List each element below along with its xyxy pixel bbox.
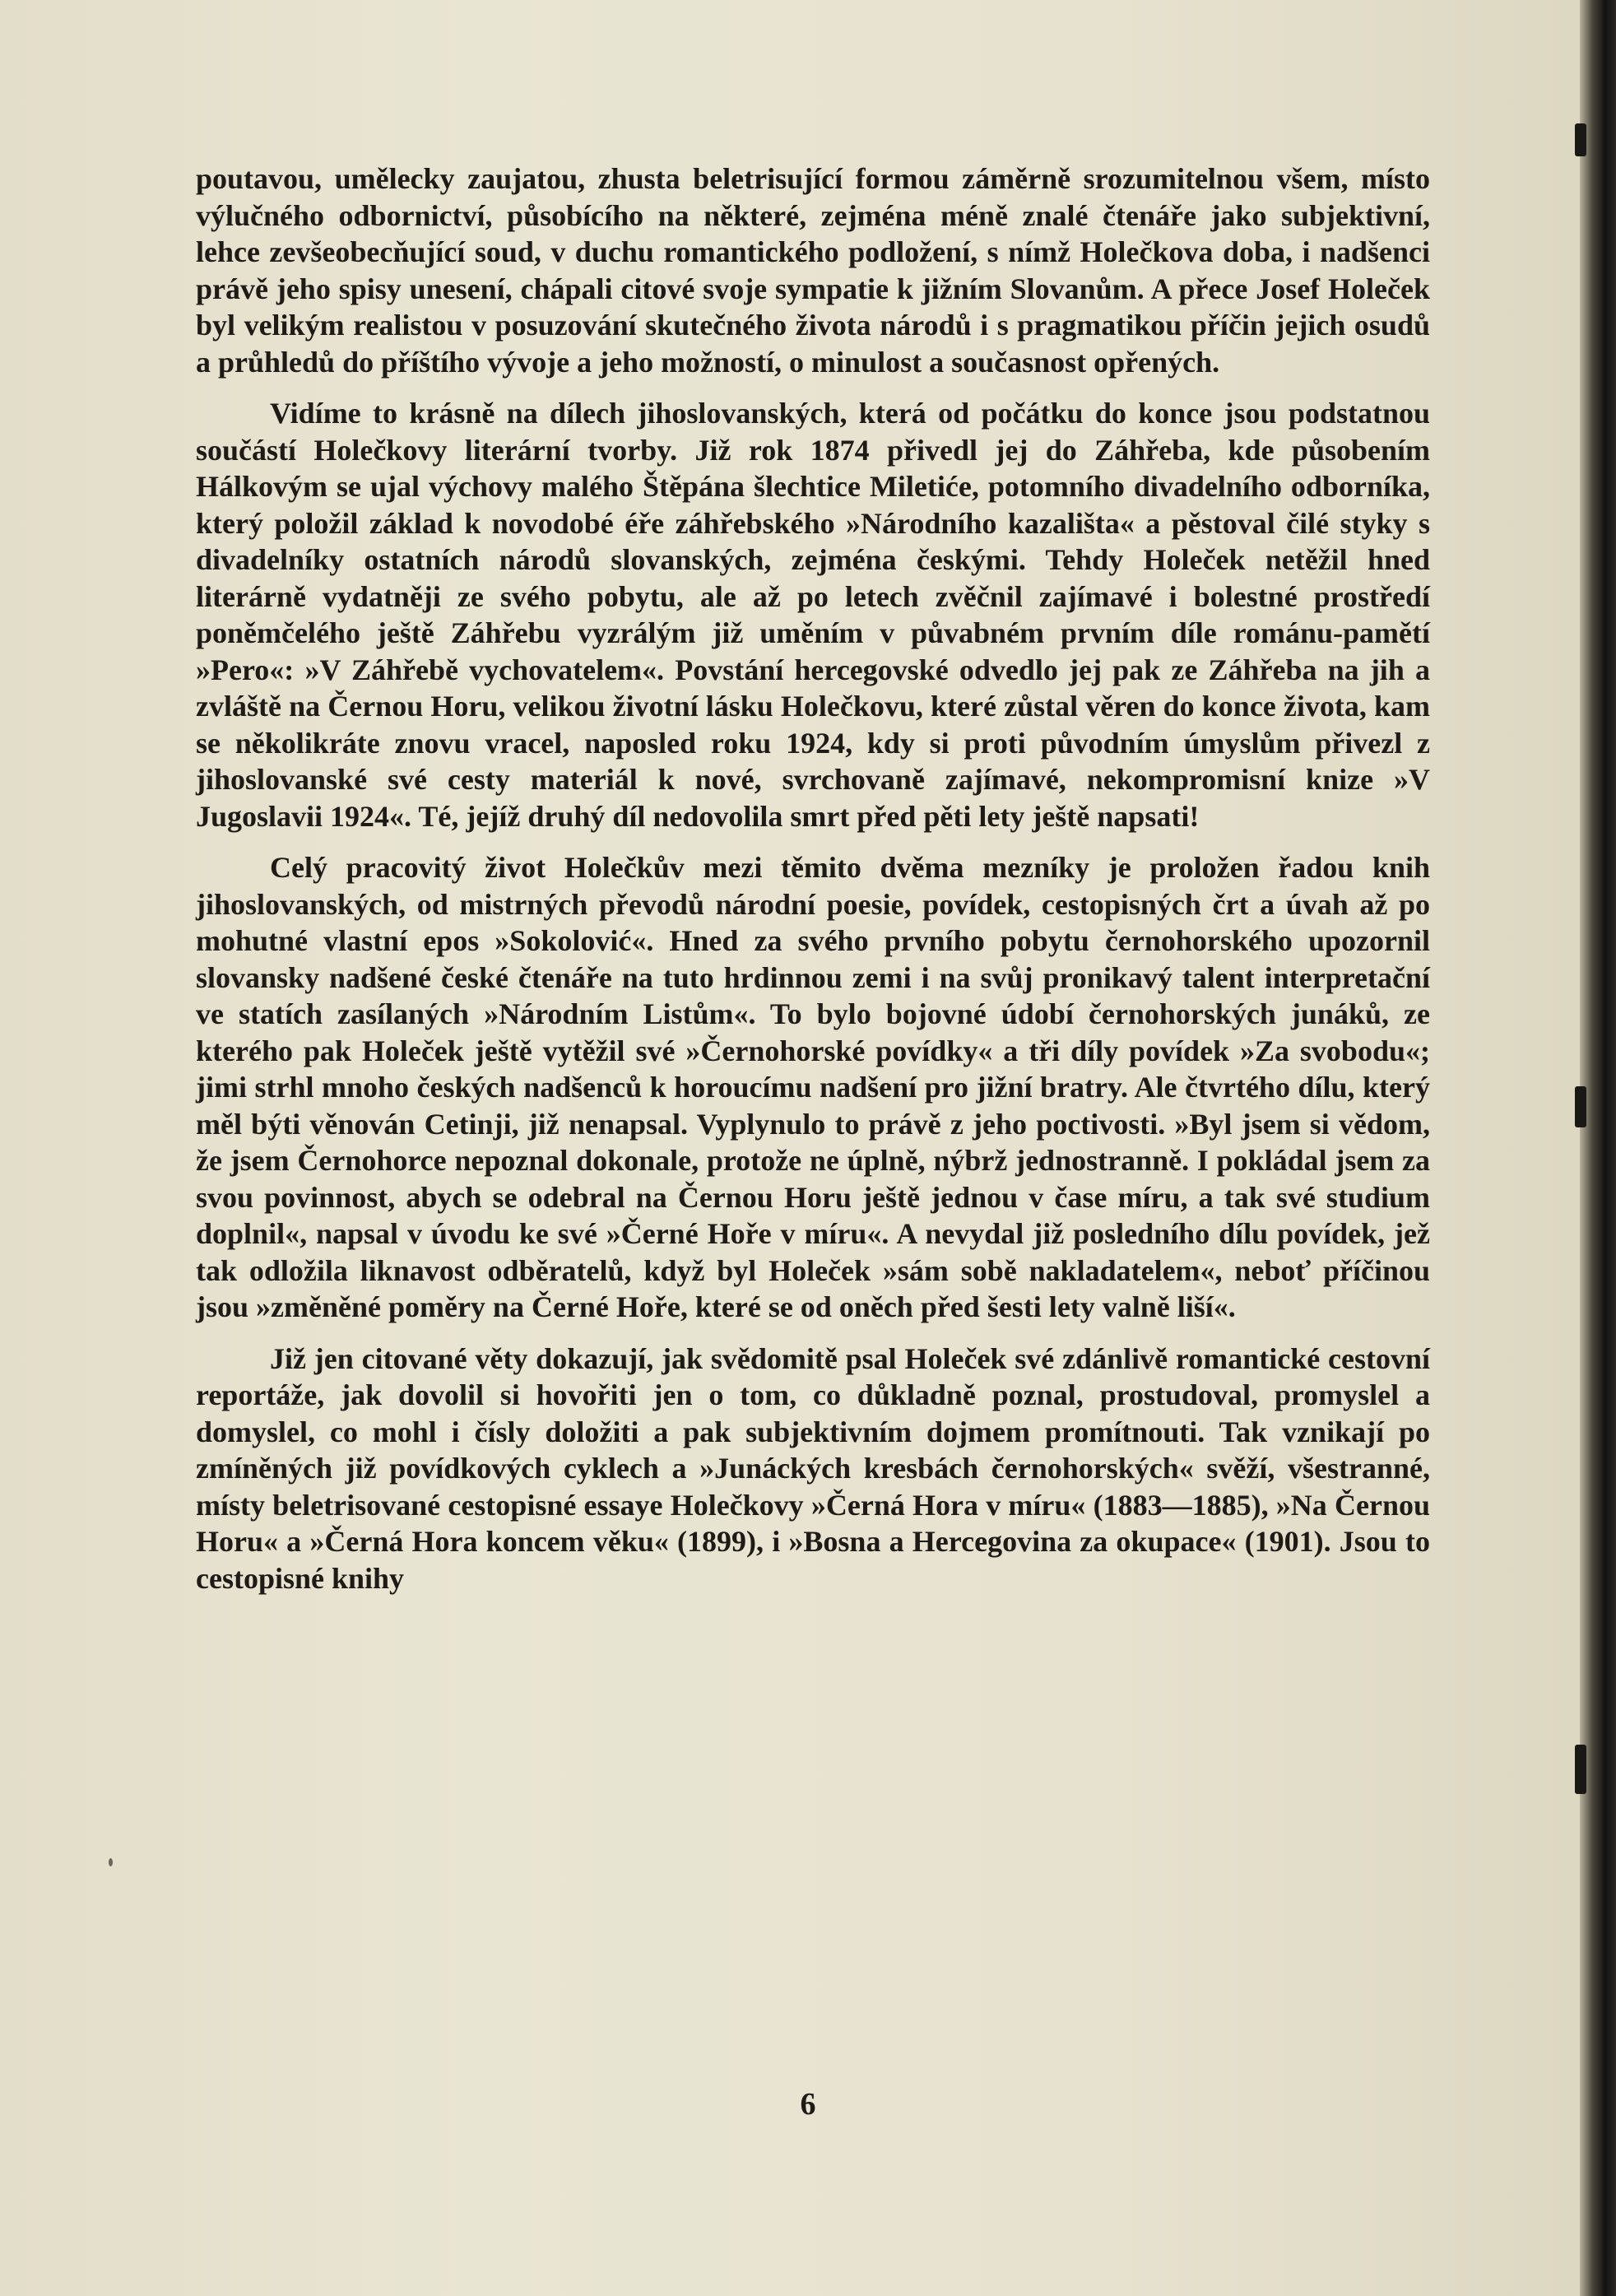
paper-speck [109, 1858, 113, 1866]
paragraph-3: Celý pracovitý život Holečkův mezi těmito dvěma mezníky je proložen řadou knih jihoslovanských, od mistrných převodů národní poesie, povídek, cestopisných črt a úvah až po mohutné vlastní epos »Sokolović«. Hned za svého prvního pobytu černohorského upozornil slovansky nadšené české čtenáře na tuto hrdinnou zemi i na svůj pronikavý talent interpretační ve statích zasílaných »Národním Listům«. To bylo bojovné údobí černohorských junáků, ze kterého pak Holeček ještě vytěžil své »Černohorské povídky« a tři díly povídek »Za svobodu«; jimi strhl mnoho českých nadšenců k horoucímu nadšení pro jižní bratry. Ale čtvrtého dílu, který měl býti věnován Cetinji, již nenapsal. Vyplynulo to právě z jeho poctivosti. »Byl jsem si vědom, že jsem Černohorce nepoznal dokonale, protože ne úplně, nýbrž jednostranně. I pokládal jsem za svou povinnost, abych se odebral na Černou Horu ještě jednou v čase míru, a tak své studium doplnil«, napsal v úvodu ke své »Černé Hoře v míru«. A nevydal již posledního dílu povídek, jež tak odložila liknavost odběratelů, když byl Holeček »sám sobě nakladatelem«, neboť příčinou jsou »změněné poměry na Černé Hoře, které se od oněch před šesti lety valně liší«. [196, 851, 1430, 1323]
paragraph-4: Již jen citované věty dokazují, jak svědomitě psal Holeček své zdánlivě romantické cestovní reportáže, jak dovolil si hovořiti jen o tom, co důkladně poznal, prostudoval, promyslel a domyslel, co mohl i čísly doložiti a pak subjektivním dojmem promítnouti. Tak vznikají po zmíněných již povídkových cyklech a »Junáckých kresbách černohorských« svěží, všestranné, místy beletrisované cestopisné essaye Holečkovy »Černá Hora v míru« (1883—1885), »Na Černou Horu« a »Černá Hora koncem věku« (1899), i »Bosna a Hercegovina za okupace« (1901). Jsou to cestopisné knihy [196, 1341, 1430, 1595]
spine-mark-middle [1575, 1086, 1586, 1127]
paragraph-2: Vidíme to krásně na dílech jihoslovanských, která od počátku do konce jsou podstatnou součástí Holečkovy literární tvorby. Již rok 1874 přivedl jej do Záhřeba, kde působením Hálkovým se ujal výchovy malého Štěpána šlechtice Miletiće, potomního divadelního odborníka, který položil základ k novodobé éře záhřebského »Národního kazališta« a pěstoval čilé styky s divadelníky ostatních národů slovanských, zejména českými. Tehdy Holeček netěžil hned literárně vydatněji ze svého pobytu, ale až po letech zvěčnil zajímavé i bolestné prostředí poněmčelého ještě Záhřebu vyzrálým již uměním v půvabném prvním díle románu-pamětí »Pero«: »V Záhřebě vychovatelem«. Povstání hercegovské odvedlo jej pak ze Záhřeba na jih a zvláště na Černou Horu, velikou životní lásku Holečkovu, které zůstal věren do konce života, kam se několikráte znovu vracel, naposled roku 1924, kdy si proti původním úmyslům přivezl z jihoslovanské své cesty materiál k nové, svrchovaně zajímavé, nekompromisní knize »V Jugoslavii 1924«. Té, jejíž druhý díl nedovolila smrt před pěti lety ještě napsati! [196, 397, 1430, 833]
book-spine-shadow [1580, 0, 1616, 2296]
spine-mark-top [1575, 123, 1586, 156]
paragraph-1: poutavou, umělecky zaujatou, zhusta beletrisující formou záměrně srozumitelnou všem, místo výlučného odbornictví, působícího na některé, zejména méně znalé čtenáře jako subjektivní, lehce zevšeobecňující soud, v duchu romantického podložení, s nímž Holečkova doba, i nadšenci právě jeho spisy unesení, chápali citové svoje sympatie k jižním Slovanům. A přece Josef Holeček byl velikým realistou v posuzování skutečného života národů i s pragmatikou příčin jejich osudů a průhledů do příštího vývoje a jeho možností, o minulost a současnost opřených. [196, 162, 1430, 379]
page-number: 6 [800, 2087, 816, 2122]
body-text [196, 160, 1430, 1597]
spine-mark-bottom [1575, 1745, 1586, 1794]
